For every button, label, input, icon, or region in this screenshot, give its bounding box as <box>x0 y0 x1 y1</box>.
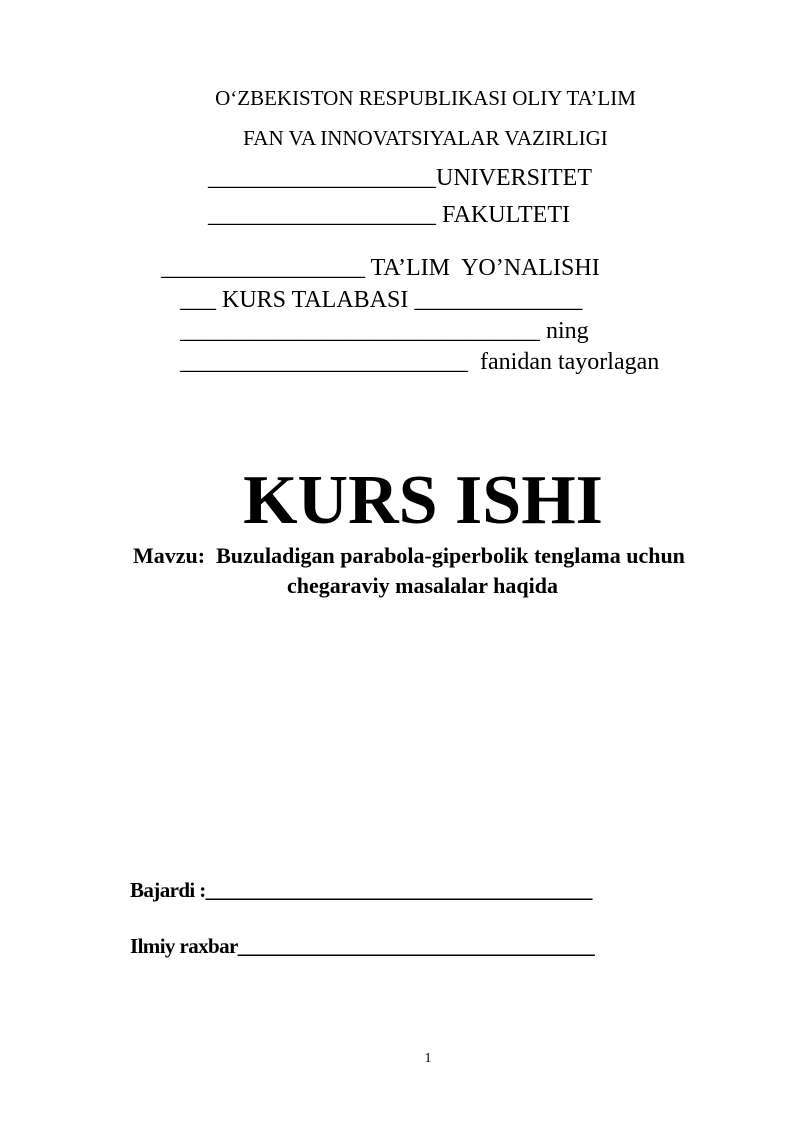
subject-line: ________________________ fanidan tayorlagan <box>180 349 660 375</box>
topic-line-1: Mavzu: Buzuladigan parabola-giperbolik tenglama uchun <box>133 543 685 568</box>
faculty-line: ___________________ FAKULTETI <box>208 202 570 228</box>
document-title: KURS ISHI <box>243 462 603 539</box>
ministry-line-2: FAN VA INNOVATSIYALAR VAZIRLIGI <box>243 126 608 150</box>
supervisor-signature-line: Ilmiy raxbar____________________________________ <box>130 934 595 958</box>
topic-line-2: chegaraviy masalalar haqida <box>287 573 558 598</box>
page-number: 1 <box>424 1051 432 1066</box>
student-line: ___ KURS TALABASI ______________ <box>180 287 583 313</box>
ministry-line-1: O‘ZBEKISTON RESPUBLIKASI OLIY TA’LIM <box>215 86 636 110</box>
performer-signature-line: Bajardi :_______________________________________ <box>130 878 592 902</box>
university-line: ___________________UNIVERSITET <box>208 165 592 191</box>
direction-line: _________________ TA’LIM YO’NALISHI <box>161 255 600 281</box>
student-name-line: ______________________________ ning <box>180 318 589 344</box>
